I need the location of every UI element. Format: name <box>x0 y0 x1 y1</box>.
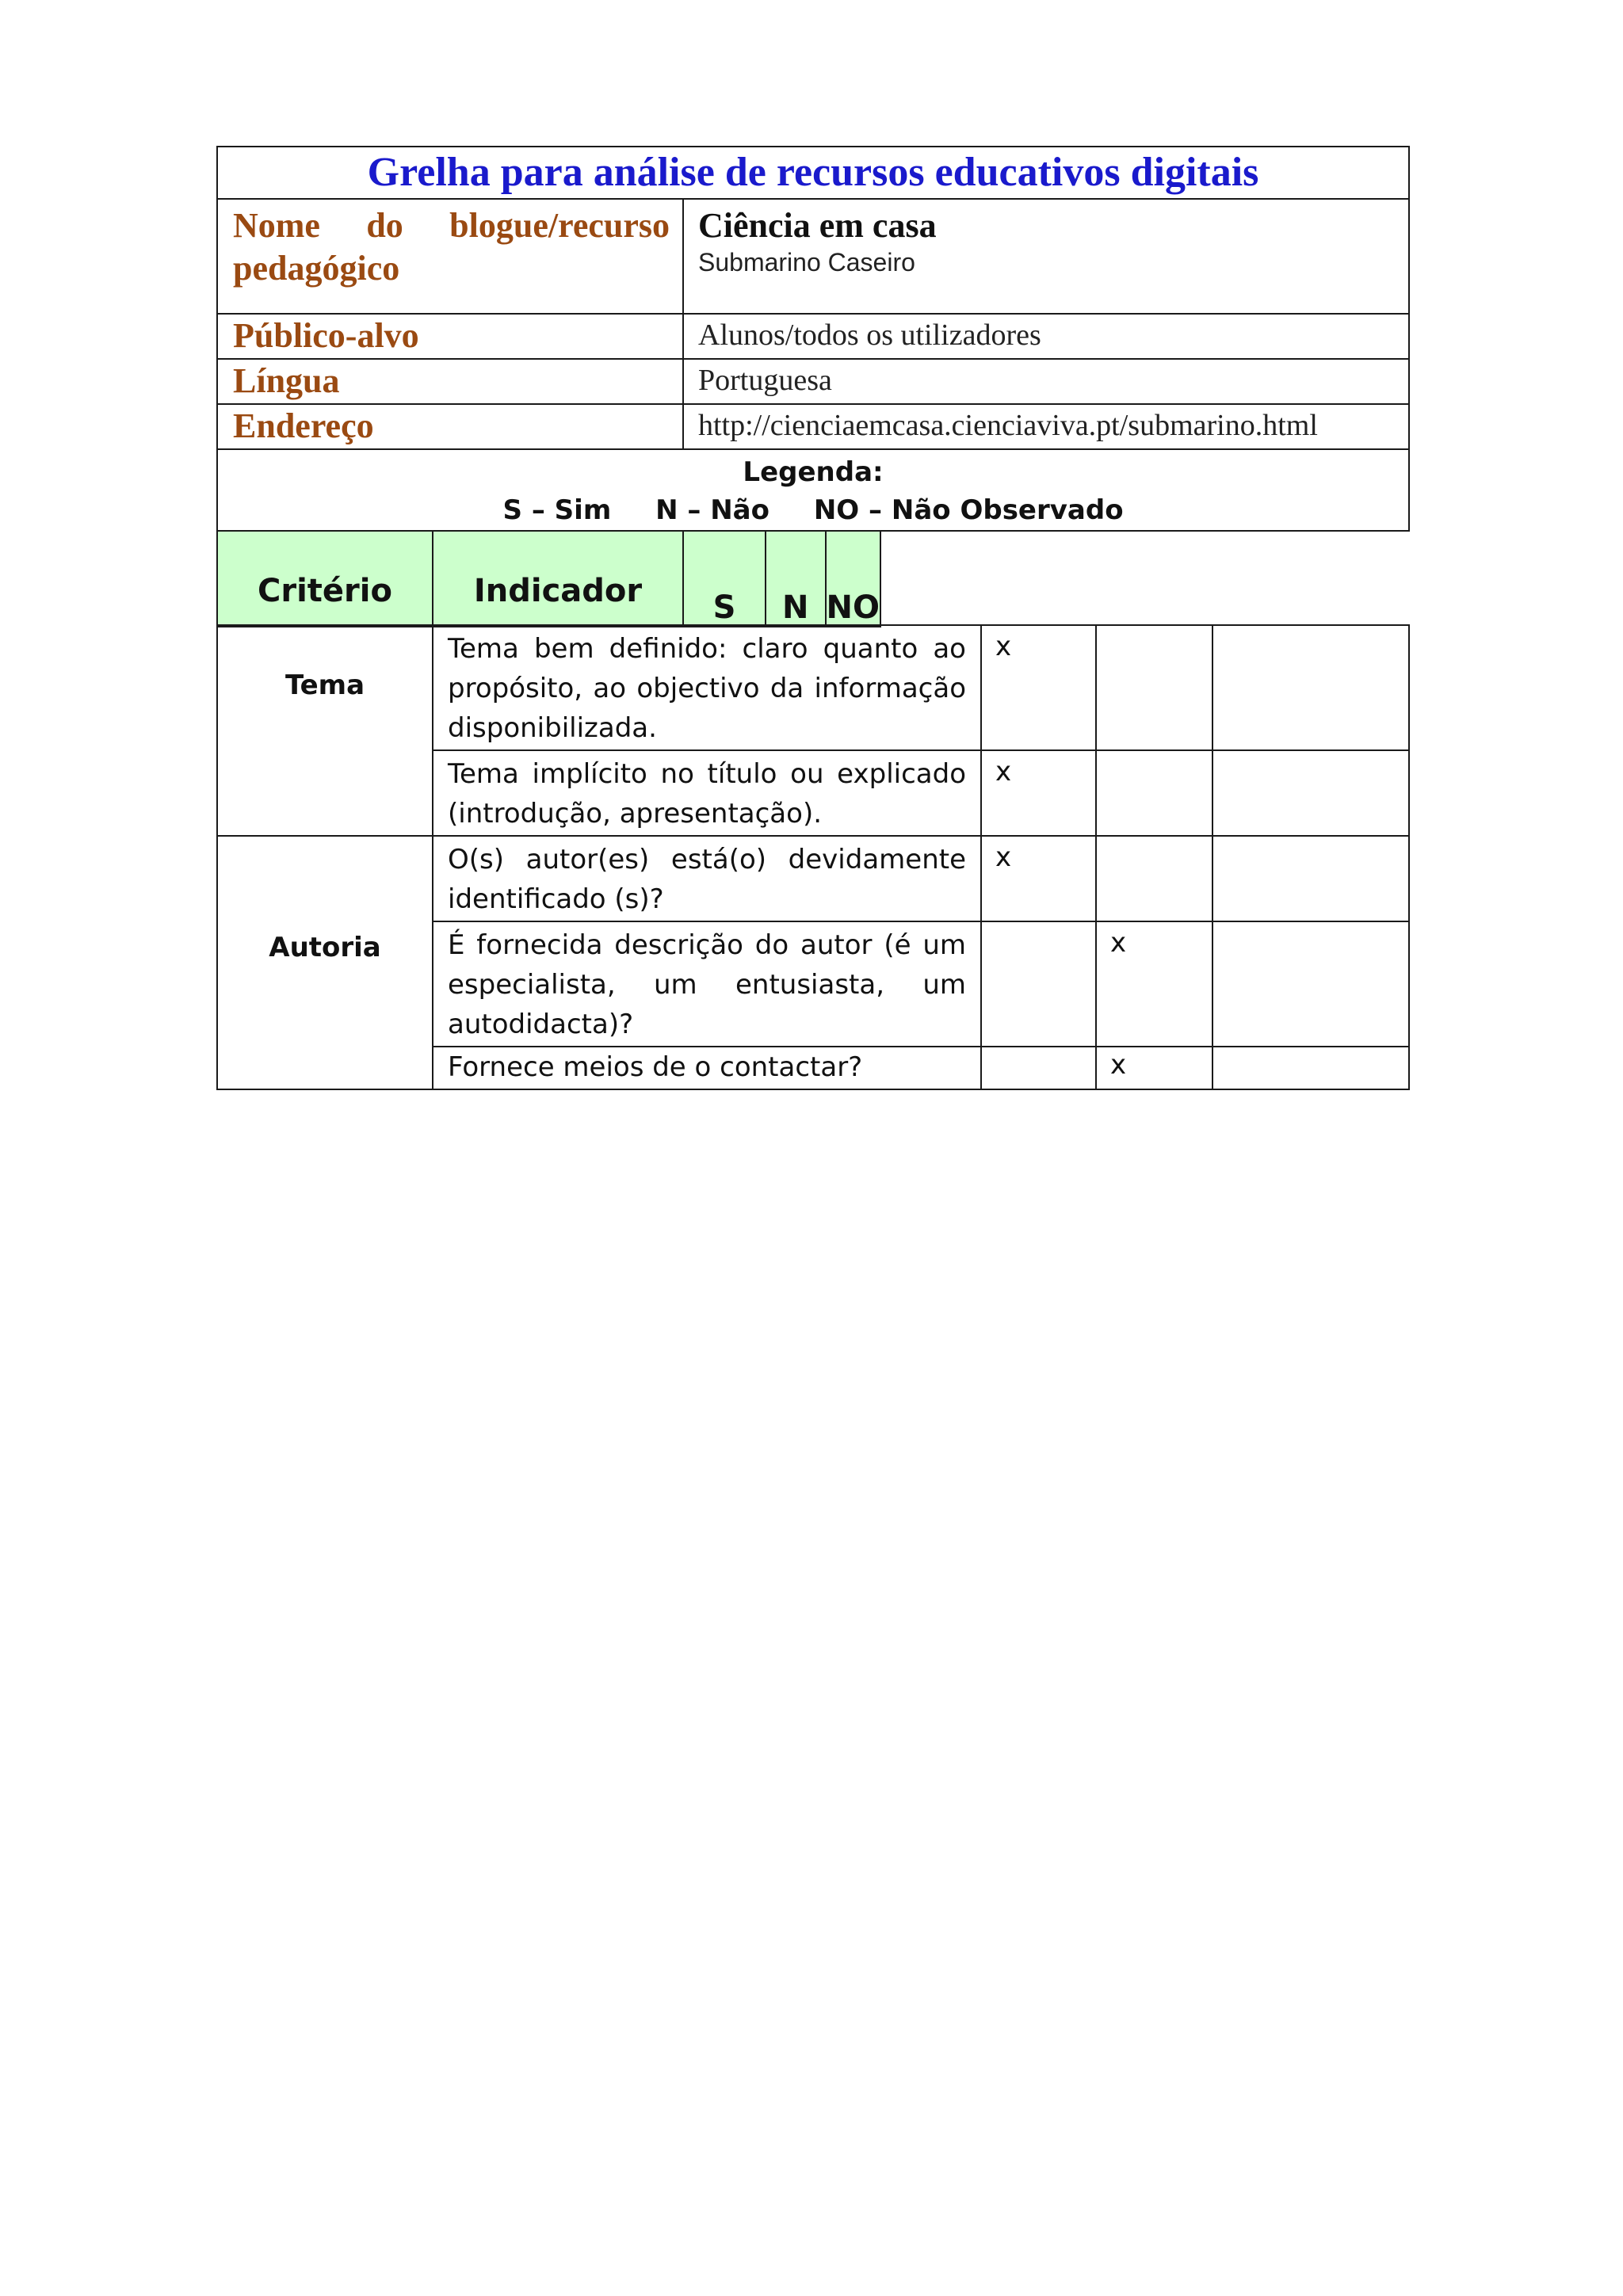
indicador-text: O(s) autor(es) está(o) devidamente identificado (s)? <box>448 844 966 915</box>
indicador-cell <box>433 1047 981 1089</box>
mark-s-value: x <box>995 631 1012 662</box>
info-value-cell <box>683 359 1409 404</box>
header-s <box>683 531 766 627</box>
info-value-cell <box>683 314 1409 359</box>
info-label-line1: Nome do blogue/recurso <box>233 206 670 245</box>
header-no-label: NO <box>826 589 880 626</box>
mark-n <box>1096 921 1212 1047</box>
criteria-table <box>216 624 1410 1090</box>
mark-s-value: x <box>995 841 1012 873</box>
table-row <box>217 836 1409 921</box>
info-value-publico: Alunos/todos os utilizadores <box>698 318 1041 352</box>
resource-subtitle: Submarino Caseiro <box>698 248 915 277</box>
mark-s <box>981 836 1096 921</box>
indicador-text: Fornece meios de o contactar? <box>448 1051 863 1083</box>
info-value-cell <box>683 199 1409 314</box>
mark-s <box>981 625 1096 750</box>
mark-no <box>1212 836 1409 921</box>
indicador-text: É fornecida descrição do autor (é um especialista, um entusiasta, um autodidacta)? <box>448 929 966 1040</box>
header-s-label: S <box>712 589 736 626</box>
mark-n-value: x <box>1110 1049 1127 1081</box>
info-value-lingua: Portuguesa <box>698 364 832 397</box>
indicador-cell <box>433 921 981 1047</box>
header-indicador <box>433 531 683 627</box>
info-label-resource-name <box>218 200 682 290</box>
indicador-cell <box>433 836 981 921</box>
mark-s-value: x <box>995 756 1012 788</box>
info-label-cell <box>217 199 683 314</box>
criterio-label: Autoria <box>269 932 381 963</box>
indicador-cell <box>433 625 981 750</box>
info-label-publico: Público-alvo <box>233 316 419 355</box>
mark-s <box>981 750 1096 836</box>
header-criterio <box>217 531 433 627</box>
header-n-label: N <box>782 589 809 626</box>
info-label-endereco: Endereço <box>233 406 374 445</box>
header-n <box>766 532 827 626</box>
mark-s <box>981 921 1096 1047</box>
header-n-no <box>766 531 880 627</box>
info-label-cell <box>217 404 683 449</box>
info-value-endereco: http://cienciaemcasa.cienciaviva.pt/submarino.html <box>698 409 1318 442</box>
mark-n <box>1096 1047 1212 1089</box>
criterio-cell-autoria <box>217 836 433 1089</box>
header-n-no-split <box>766 532 880 626</box>
page-title: Grelha para análise de recursos educativos digitais <box>367 150 1259 195</box>
info-label-cell <box>217 359 683 404</box>
legend-items <box>218 491 1408 529</box>
indicador-text: Tema bem definido: claro quanto ao propósito, ao objectivo da informação disponibilizada. <box>448 633 966 744</box>
criterio-label: Tema <box>285 669 365 701</box>
legend-item-n: N – Não <box>655 494 769 526</box>
legend-item-no: NO – Não Observado <box>813 494 1124 526</box>
resource-title: Ciência em casa <box>698 206 937 245</box>
header-indicador-label: Indicador <box>473 572 643 609</box>
mark-n <box>1096 625 1212 750</box>
mark-n <box>1096 836 1212 921</box>
mark-n-value: x <box>1110 927 1127 959</box>
info-label-line2: pedagógico <box>233 249 400 288</box>
legend-item-s: S – Sim <box>502 494 612 526</box>
mark-n <box>1096 750 1212 836</box>
info-label-cell <box>217 314 683 359</box>
indicador-text: Tema implícito no título ou explicado (introdução, apresentação). <box>448 758 966 830</box>
mark-no <box>1212 1047 1409 1089</box>
table-row <box>217 625 1409 750</box>
indicador-cell <box>433 750 981 836</box>
info-value-cell <box>683 404 1409 449</box>
criterio-cell-tema <box>217 625 433 836</box>
evaluation-grid <box>216 146 1410 627</box>
legend-cell <box>217 449 1409 531</box>
mark-s <box>981 1047 1096 1089</box>
header-no <box>827 532 880 626</box>
mark-no <box>1212 921 1409 1047</box>
mark-no <box>1212 625 1409 750</box>
mark-no <box>1212 750 1409 836</box>
info-label-lingua: Língua <box>233 361 340 400</box>
header-criterio-label: Critério <box>258 572 392 609</box>
legend-heading: Legenda: <box>743 456 884 488</box>
title-cell <box>217 147 1409 199</box>
